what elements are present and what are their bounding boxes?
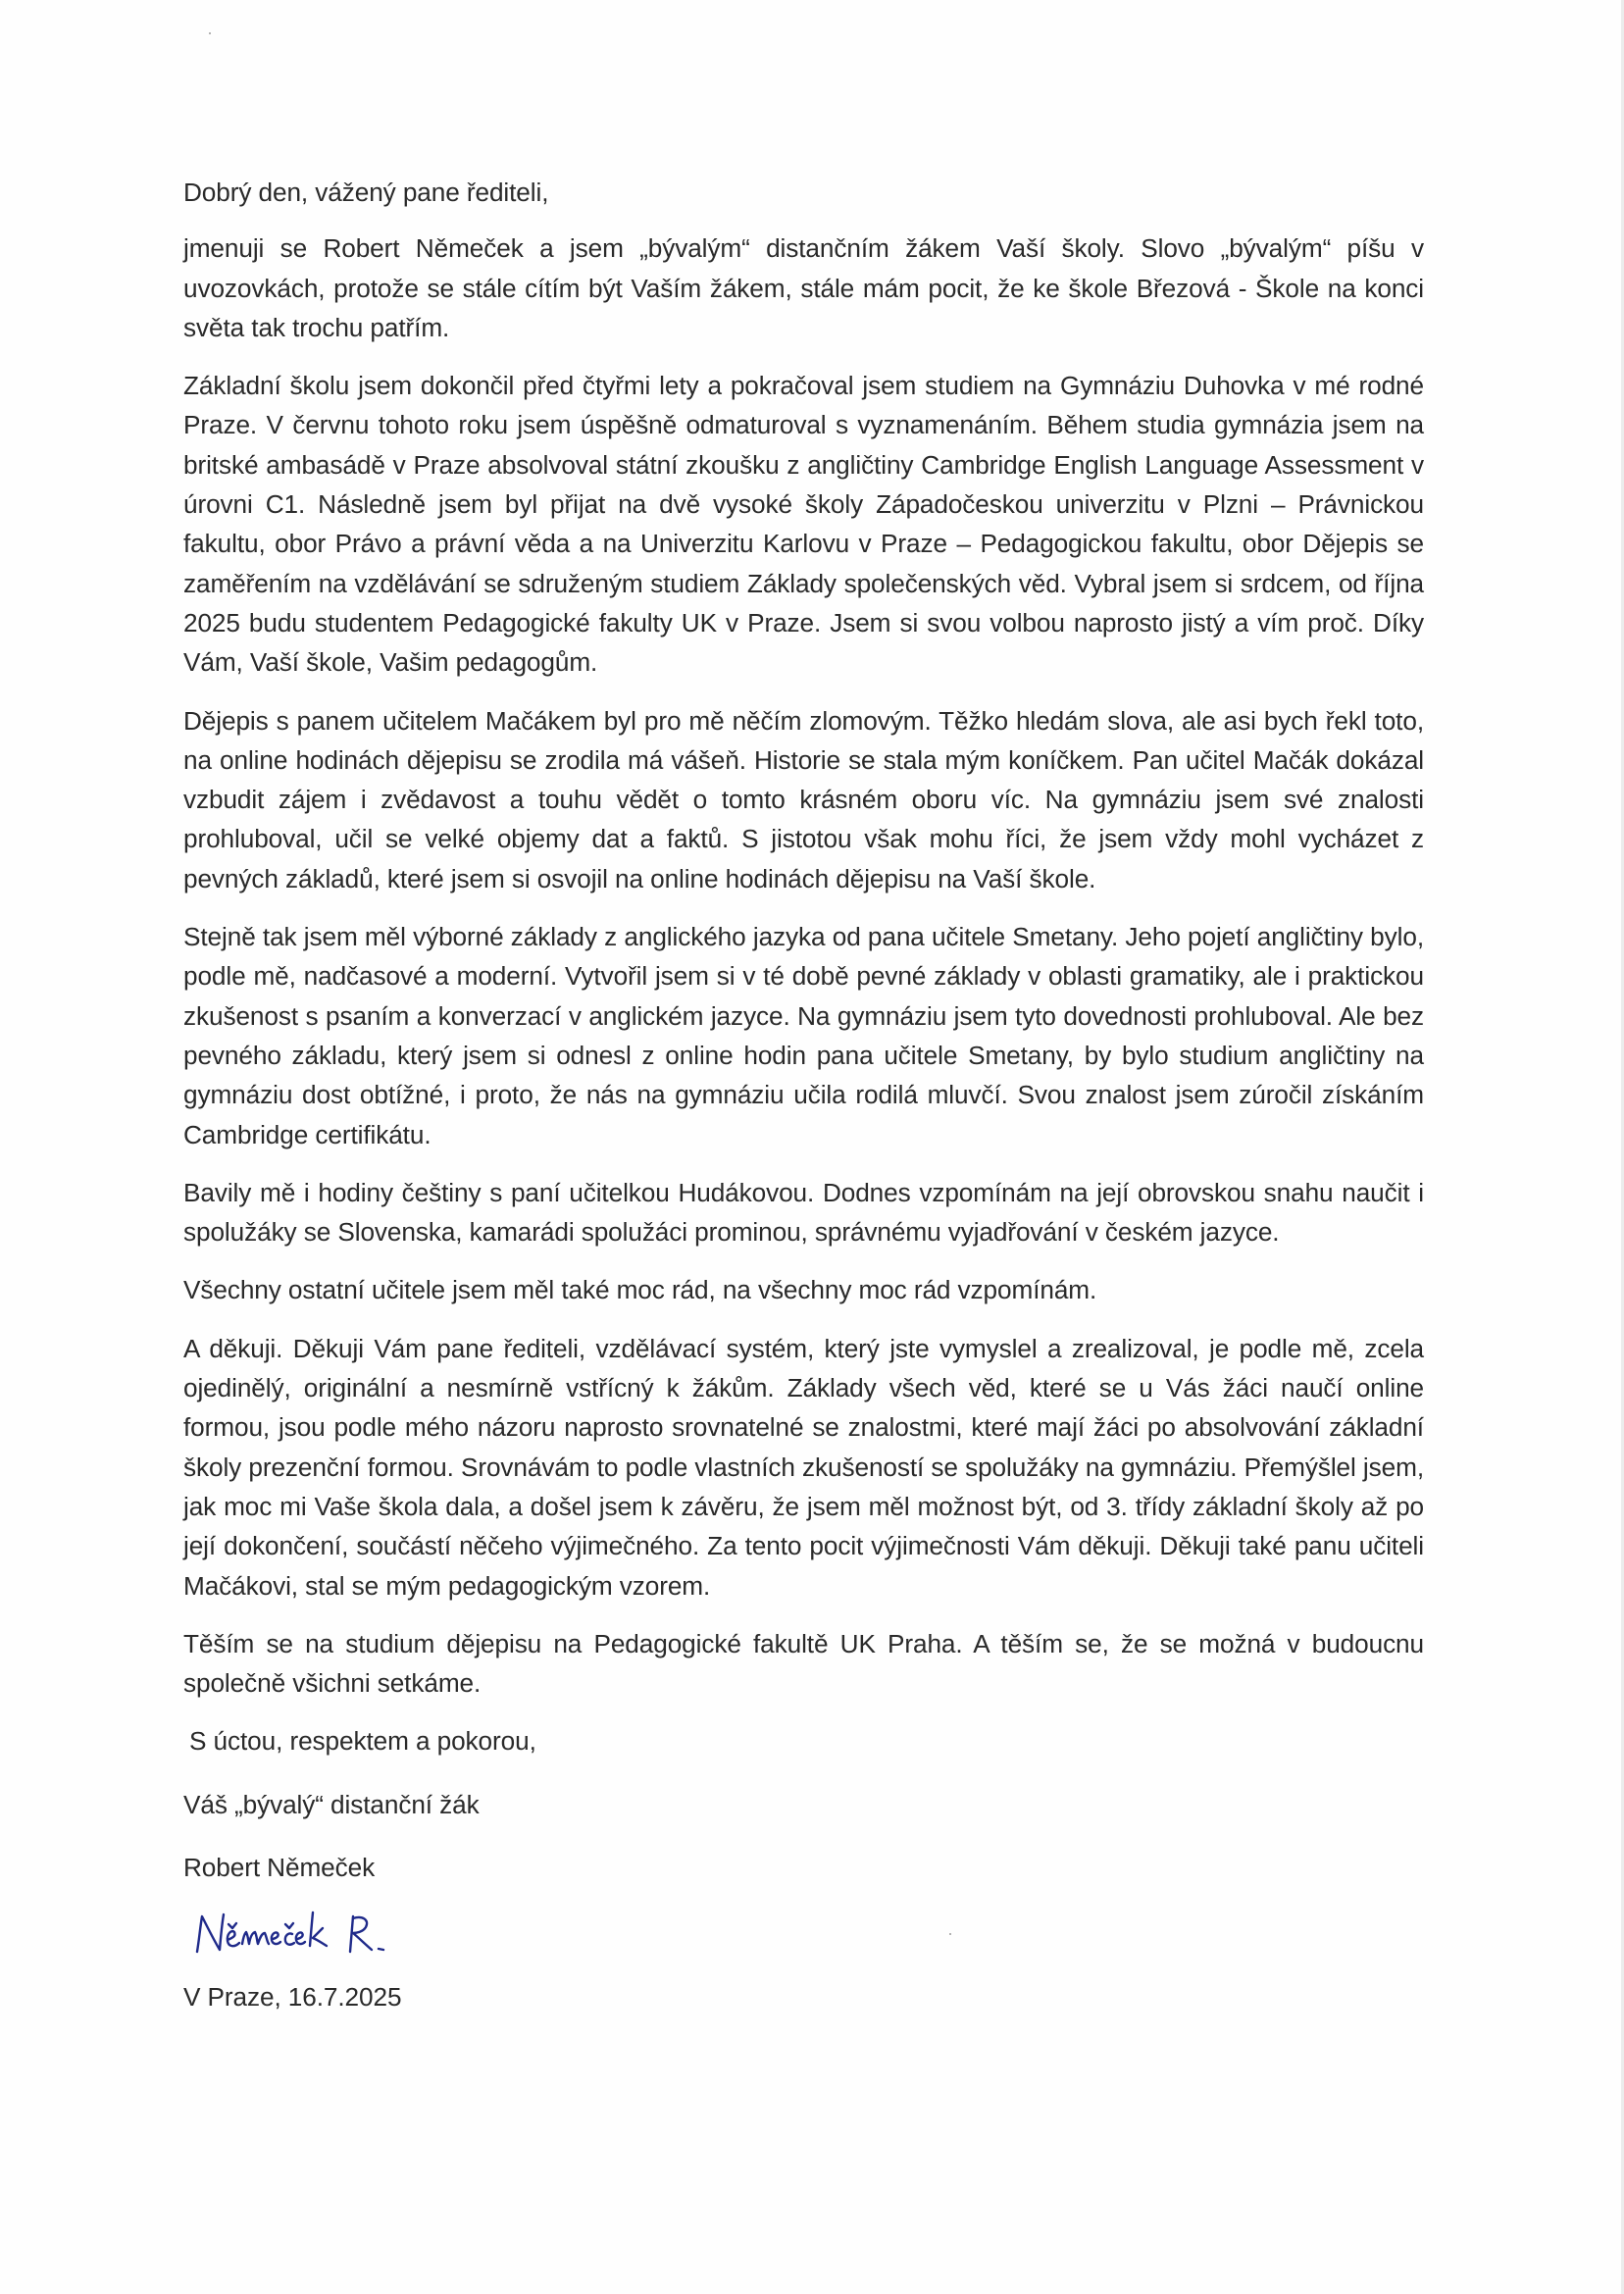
sender-name: Robert Němeček [183, 1852, 376, 1882]
place-date: V Praze, 16.7.2025 [183, 1982, 402, 2013]
letter-body [183, 173, 1424, 2017]
closing-line: S úctou, respektem a pokorou, [189, 1726, 536, 1757]
paragraph-english: Stejně tak jsem měl výborné základy z anglického jazyka od pana učitele Smetany. Jeho pojetí angličtiny bylo, podle mě, nadčasové a moderní. Vytvořil jsem si v té době pevné základy v oblasti gramatiky, ale i praktickou zkušenost s psaním a konverzací v anglickém jazyce. Na gymnáziu jsem tyto dovednosti prohluboval. Ale bez pevného základu, který jsem si odnesl z online hodin pana učitele Smetany, by bylo studium angličtiny na gymnáziu dost obtížné, i proto, že nás na gymnáziu učila rodilá mluvčí. Svou znalost jsem zúročil získáním Cambridge certifikátu. [183, 922, 1424, 1149]
handwritten-signature [193, 1907, 419, 1965]
paragraph-intro: jmenuji se Robert Němeček a jsem „bývalým“ distančním žákem Vaší školy. Slovo „bývalým“ píšu v uvozovkách, protože se stále cítím být Vaším žákem, stále mám pocit, že ke škole Březová - Škole na konci světa tak trochu patřím. [183, 233, 1424, 342]
greeting: Dobrý den, vážený pane řediteli, [183, 178, 549, 207]
scan-speck [209, 32, 211, 34]
paragraph-teachers: Všechny ostatní učitele jsem měl také moc rád, na všechny moc rád vzpomínám. [183, 1275, 1097, 1305]
paragraph-czech: Bavily mě i hodiny češtiny s paní učitelkou Hudákovou. Dodnes vzpomínám na její obrovskou snahu naučit i spolužáky se Slovenska, kamarádi spolužáci prominou, správnému vyjadřování v českém jazyce. [183, 1177, 1424, 1248]
paragraph-future: Těším se na studium dějepisu na Pedagogické fakultě UK Praha. A těším se, že se možná v budoucnu společně všichni setkáme. [183, 1628, 1424, 1699]
paragraph-history: Dějepis s panem učitelem Mačákem byl pro mě něčím zlomovým. Těžko hledám slova, ale asi bych řekl toto, na online hodinách dějepisu se zrodila má vášeň. Historie se stala mým koníčkem. Pan učitel Mačák dokázal vzbudit zájem i zvědavost a touhu vědět o tomto krásném oboru víc. Na gymnáziu jsem své znalosti prohluboval, učil se velké objemy dat a faktů. S jistotou však mohu říci, že jsem vždy mohl vycházet z pevných základů, které jsem si osvojil na online hodinách dějepisu na Vaší škole. [183, 705, 1424, 893]
paragraph-thanks: A děkuji. Děkuji Vám pane řediteli, vzdělávací systém, který jste vymyslel a zrealizoval, je podle mě, zcela ojedinělý, originální a nesmírně vstřícný k žákům. Základy všech věd, které se u Vás žáci naučí online formou, jsou podle mého názoru naprosto srovnatelné se znalostmi, které mají žáci po absolvování základní školy prezenční formou. Srovnávám to podle vlastních zkušeností se spolužáky na gymnáziu. Přemýšlel jsem, jak moc mi Vaše škola dala, a došel jsem k závěru, že jsem měl možnost být, od 3. třídy základní školy až po její dokončení, součástí něčeho výjimečného. Za tento pocit výjimečnosti Vám děkuji. Děkuji také panu učiteli Mačákovi, stal se mým pedagogickým vzorem. [183, 1333, 1424, 1601]
sender-title: Váš „bývalý“ distanční žák [183, 1789, 480, 1819]
paragraph-education: Základní školu jsem dokončil před čtyřmi lety a pokračoval jsem studiem na Gymnáziu Duhovka v mé rodné Praze. V červnu tohoto roku jsem úspěšně odmaturoval s vyznamenáním. Během studia gymnázia jsem na britské ambasádě v Praze absolvoval státní zkoušku z angličtiny Cambridge English Language Assessment v úrovni C1. Následně jsem byl přijat na dvě vysoké školy Západočeskou univerzitu v Plzni – Právnickou fakultu, obor Právo a právní věda a na Univerzitu Karlovu v Praze – Pedagogickou fakultu, obor Dějepis se zaměřením na vzdělávání se sdruženým studiem Základy společenských věd. Vybral jsem si srdcem, od října 2025 budu studentem Pedagogické fakulty UK v Praze. Jsem si svou volbou naprosto jistý a vím proč. Díky Vám, Vaší škole, Vašim pedagogům. [183, 371, 1424, 678]
